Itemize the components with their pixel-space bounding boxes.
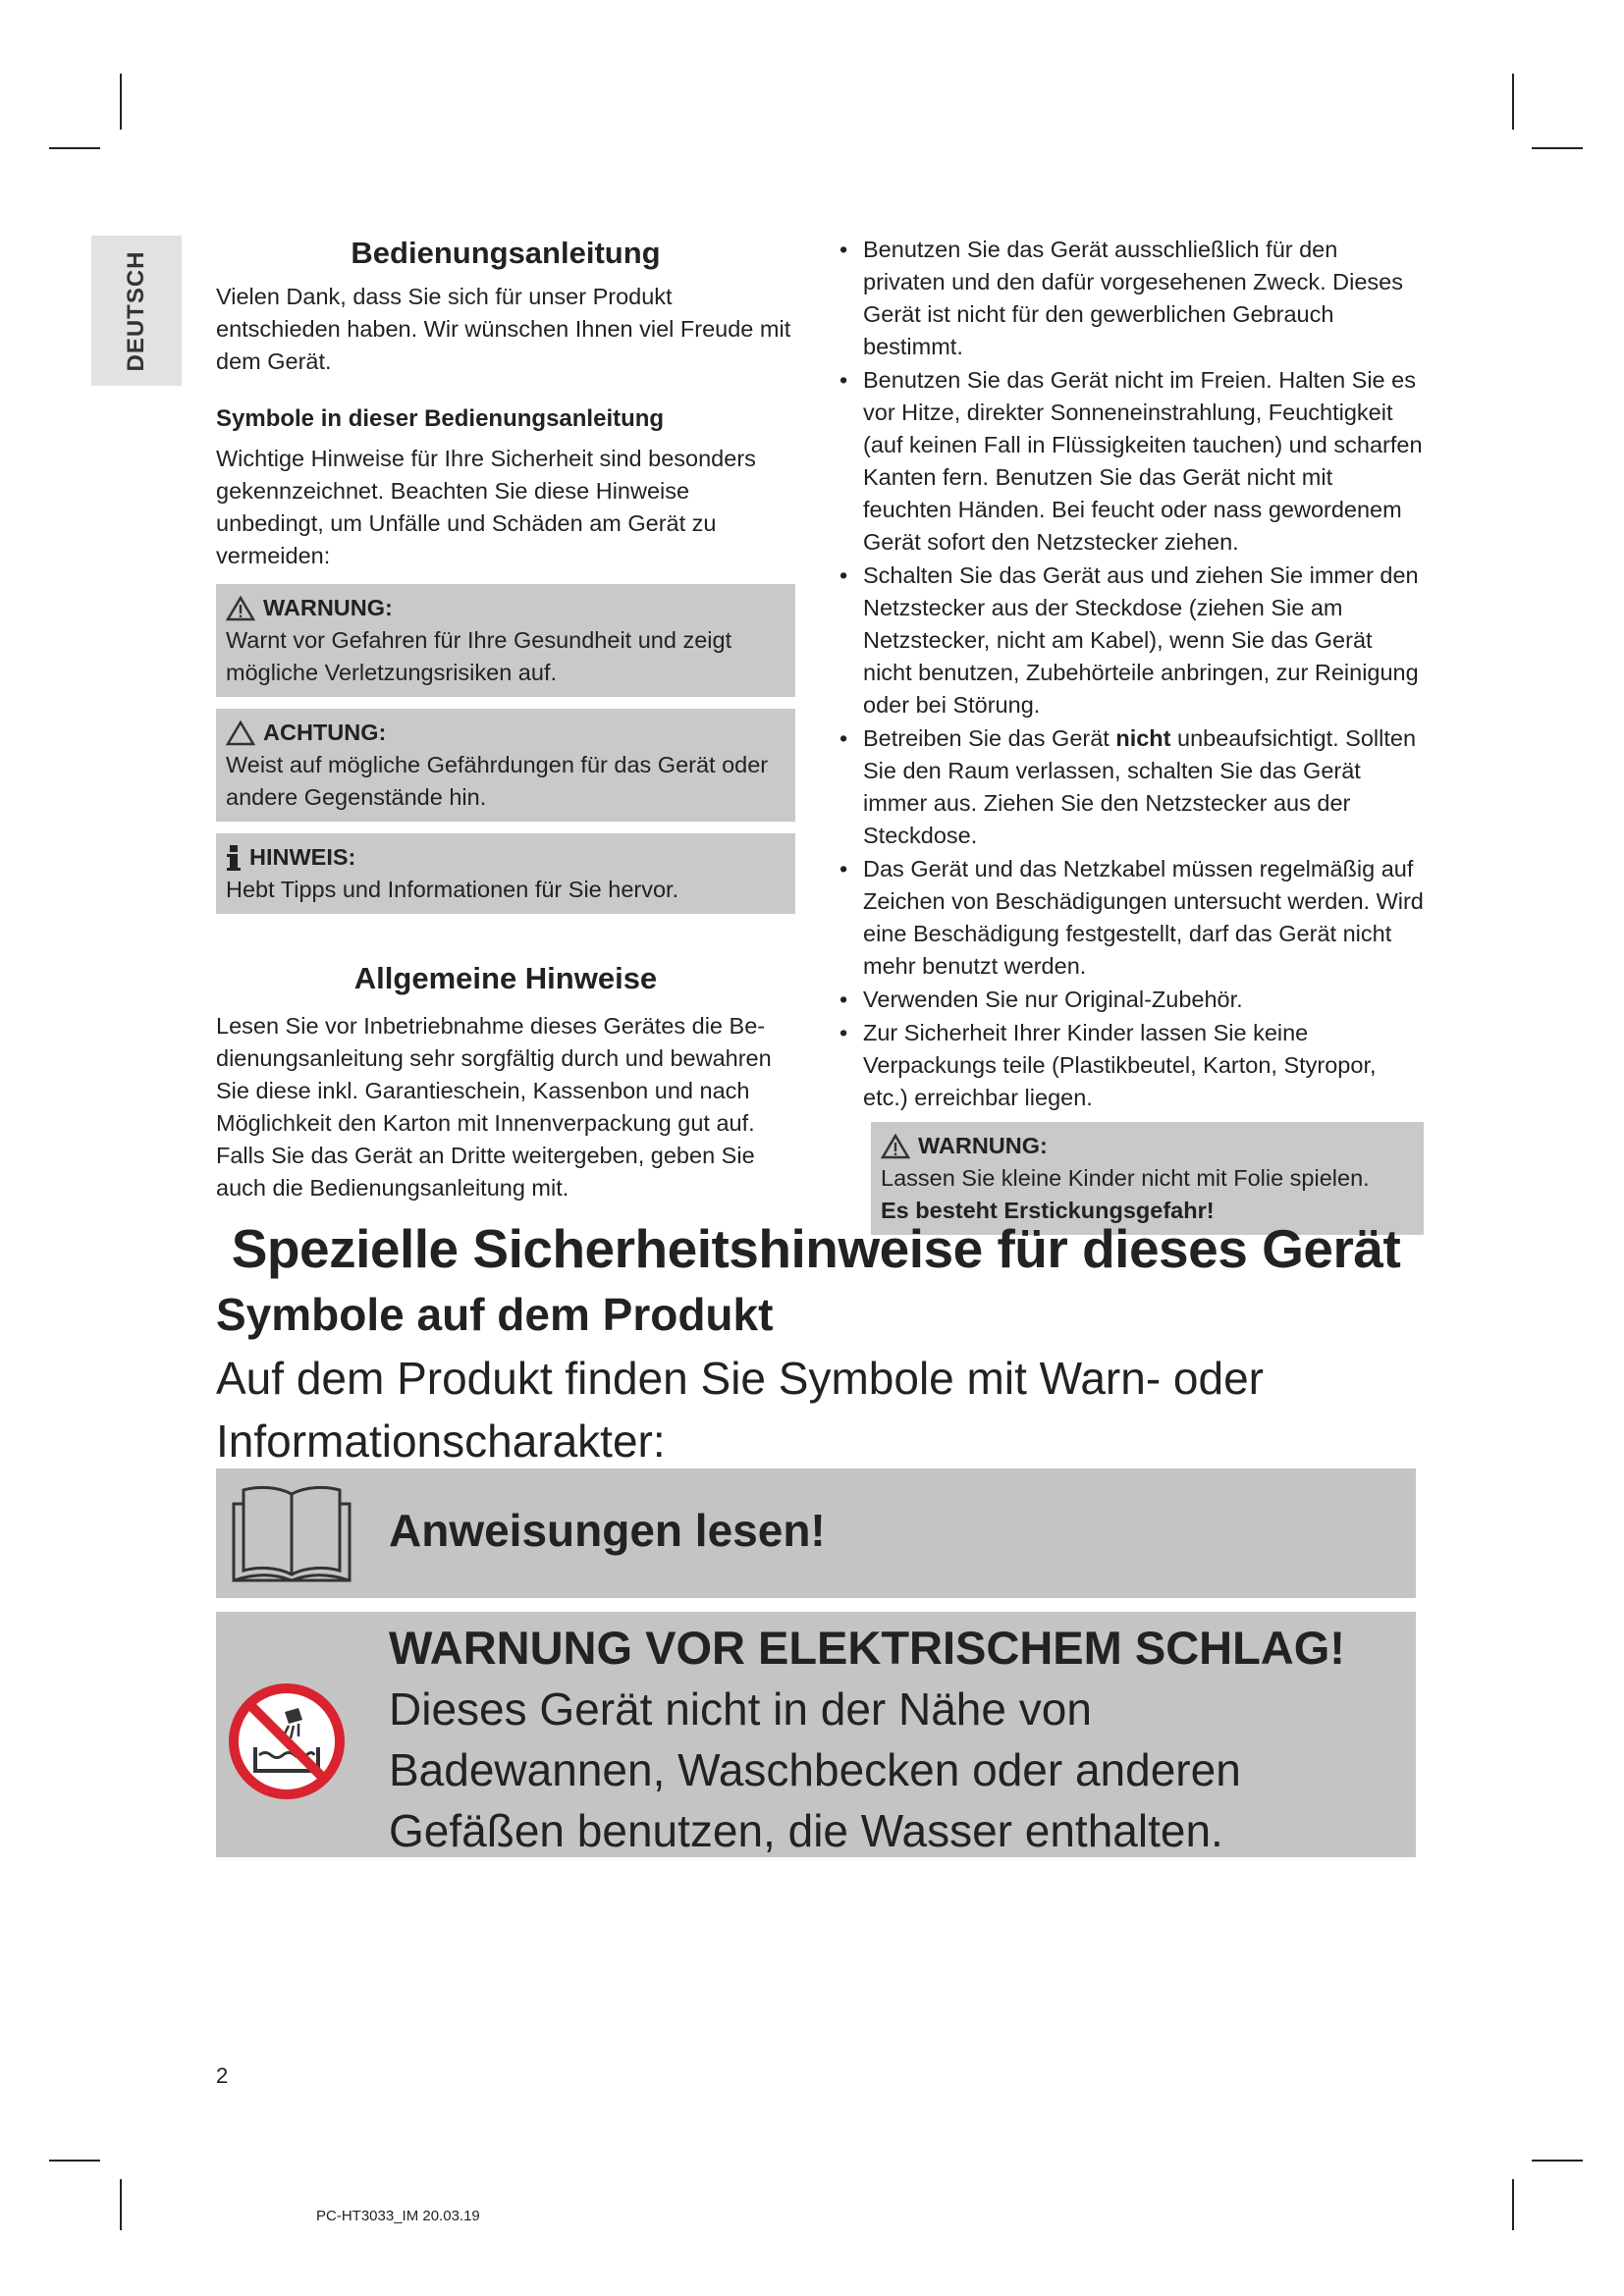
hinweis-notice [216, 833, 795, 914]
read-instructions-box [216, 1468, 1416, 1598]
special-subtitle: Symbole auf dem Produkt [216, 1289, 774, 1340]
info-icon [226, 845, 242, 871]
safety-list [839, 234, 1424, 1114]
list-item: • Schalten Sie das Gerät aus und ziehen Sie immer den Netzstecker aus der Steckdose (ziehen Sie am Netzstecker, nicht am Kabel), wenn Sie das Gerät nicht benutzen, Zubehörteile anbringen, zur Reinigung oder bei Störung. [839, 560, 1424, 721]
crop-mark [1512, 2179, 1514, 2230]
electric-shock-box [216, 1612, 1416, 1857]
crop-mark [120, 2179, 122, 2230]
crop-mark [1532, 147, 1583, 149]
shock-text: Dieses Gerät nicht in der Nähe von Badewannen, Waschbecken oder anderen Gefäßen benutzen, die Wasser enthalten. [389, 1683, 1241, 1856]
list-item [839, 722, 1424, 852]
document-code: PC-HT3033_IM 20.03.19 [316, 2208, 480, 2224]
list-item-text: Betreiben Sie das Gerät [863, 725, 1116, 751]
symbols-text: Wichtige Hinweise für Ihre Sicherheit sind besonders gekennzeichnet. Beachten Sie diese Hinweise unbedingt, um Unfälle und Schäden am Gerät zu vermeiden: [216, 446, 756, 568]
left-column [216, 236, 795, 1204]
crop-mark [120, 74, 122, 130]
general-text: Lesen Sie vor Inbetriebnahme dieses Gerätes die Bedienungsanleitung sehr sorgfältig durch und bewahren Sie diese inkl. Garantieschein, Kassenbon und nach Möglichkeit den Karton mit Innenverpackung gut auf. Falls Sie das Gerät an Dritte weitergeben, geben Sie auch die Bedienungsanleitung mit. [216, 1013, 772, 1201]
warnung-notice [216, 584, 795, 697]
crop-mark [1512, 74, 1514, 130]
book-icon [228, 1482, 355, 1584]
caution-triangle-icon [226, 721, 255, 746]
read-instructions-label: Anweisungen lesen! [389, 1505, 826, 1556]
language-label: DEUTSCH [123, 249, 149, 372]
achtung-title: ACHTUNG: [263, 720, 387, 745]
manual-title: Bedienungsanleitung [351, 236, 661, 270]
warning-triangle-icon [226, 596, 255, 621]
child-warnung-line1: Lassen Sie kleine Kinder nicht mit Folie spielen. [881, 1165, 1370, 1191]
warning-triangle-icon [881, 1134, 910, 1159]
list-item: • Benutzen Sie das Gerät nicht im Freien. Halten Sie es vor Hitze, direkter Sonneneinstrahlung, Feuchtigkeit (auf keinen Fall in Flüssigkeiten tauchen) und scharfen Kanten fern. Benutzen Sie das Gerät nicht mit feuchten Händen. Bei feucht oder nass gewordenem Gerät sofort den Netzstecker ziehen. [839, 364, 1424, 559]
warnung-title: WARNUNG: [263, 595, 393, 620]
hinweis-title: HINWEIS: [249, 844, 356, 870]
crop-mark [1532, 2160, 1583, 2162]
achtung-text: Weist auf mögliche Gefährdungen für das Gerät oder andere Gegenstände hin. [226, 752, 769, 810]
list-item: • Das Gerät und das Netzkabel müssen regelmäßig auf Zeichen von Beschädigungen untersucht werden. Wird eine Beschädigung festgestellt, darf das Gerät nicht mehr benutzt werden. [839, 853, 1424, 983]
warnung-text: Warnt vor Gefahren für Ihre Gesundheit und zeigt mögliche Verletzungsrisiken auf. [226, 627, 732, 685]
general-heading: Allgemeine Hinweise [353, 961, 658, 995]
list-item: • Benutzen Sie das Gerät ausschließlich für den privaten und den dafür vorgesehenen Zweck. Dieses Gerät ist nicht für den gewerblichen Gebrauch bestimmt. [839, 234, 1424, 363]
page-number: 2 [216, 2063, 229, 2088]
hinweis-text: Hebt Tipps und Informationen für Sie hervor. [226, 877, 679, 902]
symbols-heading: Symbole in dieser Bedienungsanleitung [216, 405, 665, 432]
shock-title: WARNUNG VOR ELEKTRISCHEM SCHLAG! [389, 1622, 1345, 1674]
language-tab [91, 236, 182, 386]
list-item: • Zur Sicherheit Ihrer Kinder lassen Sie keine Verpackungs teile (Plastikbeutel, Karton, Styropor, etc.) erreichbar liegen. [839, 1017, 1424, 1114]
achtung-notice [216, 709, 795, 822]
list-item-text: unbeaufsichtigt. Sollten Sie den Raum verlassen, schalten Sie das Gerät immer aus. Ziehen Sie den Netzstecker aus der Steckdose. [863, 725, 1417, 848]
crop-mark [49, 147, 100, 149]
right-column [839, 234, 1424, 1235]
special-title: Spezielle Sicherheitshinweise für dieses Gerät [231, 1218, 1401, 1279]
list-item: • Verwenden Sie nur Original-Zubehör. [839, 984, 1424, 1016]
intro-text: Vielen Dank, dass Sie sich für unser Produkt entschieden haben. Wir wünschen Ihnen viel Freude mit dem Gerät. [216, 284, 791, 374]
no-water-icon [228, 1682, 346, 1800]
child-warnung-title: WARNUNG: [918, 1133, 1048, 1158]
crop-mark [49, 2160, 100, 2162]
child-warnung-line2: Es besteht Erstickungsgefahr! [881, 1198, 1215, 1223]
list-item-bold: nicht [1115, 725, 1171, 751]
special-intro: Auf dem Produkt finden Sie Symbole mit Warn- oder Informationscharakter: [216, 1353, 1264, 1467]
